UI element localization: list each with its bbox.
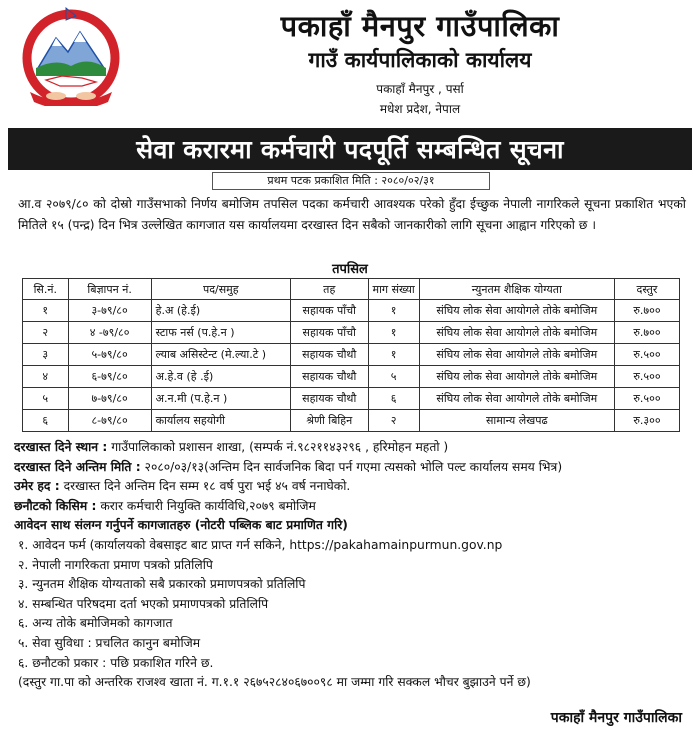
address-line-1: पकाहाँ मैनपुर , पर्सा xyxy=(376,82,464,96)
documents-heading: आवेदन साथ संलग्न गर्नुपर्ने कागजातहरु (नोटरी पब्लिक बाट प्रमाणित गरि) xyxy=(14,518,348,533)
cell-post: हे.अ (हे.ई) xyxy=(151,300,290,322)
document-item: ६. अन्य तोके बमोजिमको कागजात xyxy=(18,616,173,631)
cell-post: अ.न.मी (प.हे.न ) xyxy=(151,388,290,410)
cell-qualification: संघिय लोक सेवा आयोगले तोके बमोजिम xyxy=(419,344,614,366)
table-row xyxy=(23,388,680,410)
cell-qualification: संघिय लोक सेवा आयोगले तोके बमोजिम xyxy=(419,388,614,410)
deadline-value: २०८०/०३/१३(अन्तिम दिन सार्वजनिक बिदा पर्न गएमा त्यसको भोलि पल्ट कार्यालय समय भित्र) xyxy=(140,459,563,474)
application-place-value: गाउँपालिकाको प्रशासन शाखा, (सम्पर्क नं.९८२११४३२९६ , हरिमोहन महतो ) xyxy=(107,440,449,454)
document-item: ३. न्युनतम शैक्षिक योग्यताको सबै प्रकारको प्रमाणपत्रको प्रतिलिपि xyxy=(18,577,306,592)
vacancy-table xyxy=(22,278,680,432)
published-date: प्रथम पटक प्रकाशित मिति : २०८०/०२/३१ xyxy=(212,172,490,190)
deadline-label: दरखास्त दिने अन्तिम मिति : xyxy=(14,459,141,474)
col-level: तह xyxy=(290,279,368,300)
selection-label: छनौटको किसिम : xyxy=(14,498,97,513)
notice-title-banner: सेवा करारमा कर्मचारी पदपूर्ति सम्बन्धित सूचना xyxy=(8,128,692,170)
cell-fee: रु.३०० xyxy=(614,410,679,432)
table-row xyxy=(23,410,680,432)
cell-demand: १ xyxy=(368,322,419,344)
cell-post: ल्याब असिस्टेन्ट (मे.ल्या.टे ) xyxy=(151,344,290,366)
cell-fee: रु.५०० xyxy=(614,388,679,410)
notice-details xyxy=(14,438,694,693)
cell-serial: १ xyxy=(23,300,69,322)
table-header-row xyxy=(23,279,680,300)
cell-serial: २ xyxy=(23,322,69,344)
cell-ad-number: ५-७९/८० xyxy=(68,344,151,366)
cell-qualification: संघिय लोक सेवा आयोगले तोके बमोजिम xyxy=(419,300,614,322)
cell-ad-number: ७-७९/८० xyxy=(68,388,151,410)
col-demand: माग संख्या xyxy=(368,279,419,300)
cell-demand: ६ xyxy=(368,388,419,410)
cell-ad-number: ३-७९/८० xyxy=(68,300,151,322)
application-place xyxy=(14,438,694,458)
age-limit xyxy=(14,477,694,497)
document-item: ४. सम्बन्धित परिषदमा दर्ता भएको प्रमाणपत्रको प्रतिलिपि xyxy=(18,596,269,611)
cell-ad-number: ८-७९/८० xyxy=(68,410,151,432)
cell-qualification: संघिय लोक सेवा आयोगले तोके बमोजिम xyxy=(419,366,614,388)
signature-municipality: पकाहाँ मैनपुर गाउँपालिका xyxy=(550,710,682,726)
table-caption: तपसिल xyxy=(332,262,368,277)
cell-post: अ.हे.व (हे .ई) xyxy=(151,366,290,388)
cell-level: सहायक चौथौ xyxy=(290,366,368,388)
cell-serial: ३ xyxy=(23,344,69,366)
cell-level: सहायक चौथौ xyxy=(290,344,368,366)
address-line-2: मधेश प्रदेश, नेपाल xyxy=(379,102,461,116)
col-qualification: न्युनतम शैक्षिक योग्यता xyxy=(419,279,614,300)
fee-deposit-note: (दस्तुर गा.पा को अन्तरिक राजश्व खाता नं. ग.१.१ २६७५२८४०६७००९८ मा जम्मा गरि सक्कल भौचर बुझाउने पर्ने छ) xyxy=(18,675,531,690)
cell-qualification: सामान्य लेखपढ xyxy=(419,410,614,432)
cell-fee: रु.५०० xyxy=(614,344,679,366)
application-place-label: दरखास्त दिने स्थान : xyxy=(14,440,108,454)
cell-demand: ५ xyxy=(368,366,419,388)
table-row xyxy=(23,300,680,322)
cell-fee: रु.७०० xyxy=(614,322,679,344)
cell-serial: ५ xyxy=(23,388,69,410)
document-item: १. आवेदन फर्म (कार्यालयको वेबसाइट बाट प्राप्त गर्न सकिने, https://pakahamainpurmun.gov.np xyxy=(18,537,503,552)
document-item: ६. छनौटको प्रकार : पछि प्रकाशित गरिने छ. xyxy=(18,655,214,670)
cell-post: कार्यालय सहयोगी xyxy=(151,410,290,432)
table-row xyxy=(23,344,680,366)
letterhead xyxy=(0,0,700,128)
cell-ad-number: ६-७९/८० xyxy=(68,366,151,388)
cell-fee: रु.५०० xyxy=(614,366,679,388)
cell-demand: १ xyxy=(368,300,419,322)
cell-post: स्टाफ नर्स (प.हे.न ) xyxy=(151,322,290,344)
cell-level: सहायक पाँचौ xyxy=(290,322,368,344)
col-fee: दस्तुर xyxy=(614,279,679,300)
document-item: २. नेपाली नागरिकता प्रमाण पत्रको प्रतिलिपि xyxy=(18,557,213,572)
cell-level: सहायक चौथौ xyxy=(290,388,368,410)
selection-value: करार कर्मचारी नियुक्ति कार्यविधि,२०७९ बमोजिम xyxy=(96,498,316,513)
cell-qualification: संघिय लोक सेवा आयोगले तोके बमोजिम xyxy=(419,322,614,344)
cell-demand: १ xyxy=(368,344,419,366)
table-row xyxy=(23,322,680,344)
cell-fee: रु.७०० xyxy=(614,300,679,322)
office-name: गाउँ कार्यपालिकाको कार्यालय xyxy=(308,48,532,72)
selection-method xyxy=(14,497,694,517)
age-label: उमेर हद : xyxy=(14,479,60,494)
cell-demand: २ xyxy=(368,410,419,432)
age-value: दरखास्त दिने अन्तिम दिन सम्म १८ वर्ष पुरा भई ४५ वर्ष ननाघेको. xyxy=(59,479,351,494)
org-name: पकाहाँ मैनपुर गाउँपालिका xyxy=(280,9,560,43)
cell-serial: ६ xyxy=(23,410,69,432)
col-post: पद/समुह xyxy=(151,279,290,300)
cell-ad-number: ४ -७९/८० xyxy=(68,322,151,344)
col-serial: सि.नं. xyxy=(23,279,69,300)
table-row xyxy=(23,366,680,388)
col-ad-number: बिज्ञापन नं. xyxy=(68,279,151,300)
cell-serial: ४ xyxy=(23,366,69,388)
cell-level: सहायक पाँचौ xyxy=(290,300,368,322)
intro-paragraph: आ.व २०७९/८० को दोस्रो गाउँसभाको निर्णय बमोजिम तपसिल पदका कर्मचारी आवश्यक परेको हुँदा ईच्छुक नेपाली नागरिकले सूचना प्रकाशित भएको मितिले १५ (पन्द्र) दिन भित्र उल्लेखित कागजात यस कार्यालयमा दरखास्त दिन सबैको जानकारीको लागि सूचना आह्वान गरिएको छ । xyxy=(18,197,686,232)
nepal-emblem-icon xyxy=(16,6,126,106)
document-item: ५. सेवा सुविधा : प्रचलित कानुन बमोजिम xyxy=(18,635,201,650)
application-deadline xyxy=(14,458,694,478)
cell-level: श्रेणी बिहिन xyxy=(290,410,368,432)
